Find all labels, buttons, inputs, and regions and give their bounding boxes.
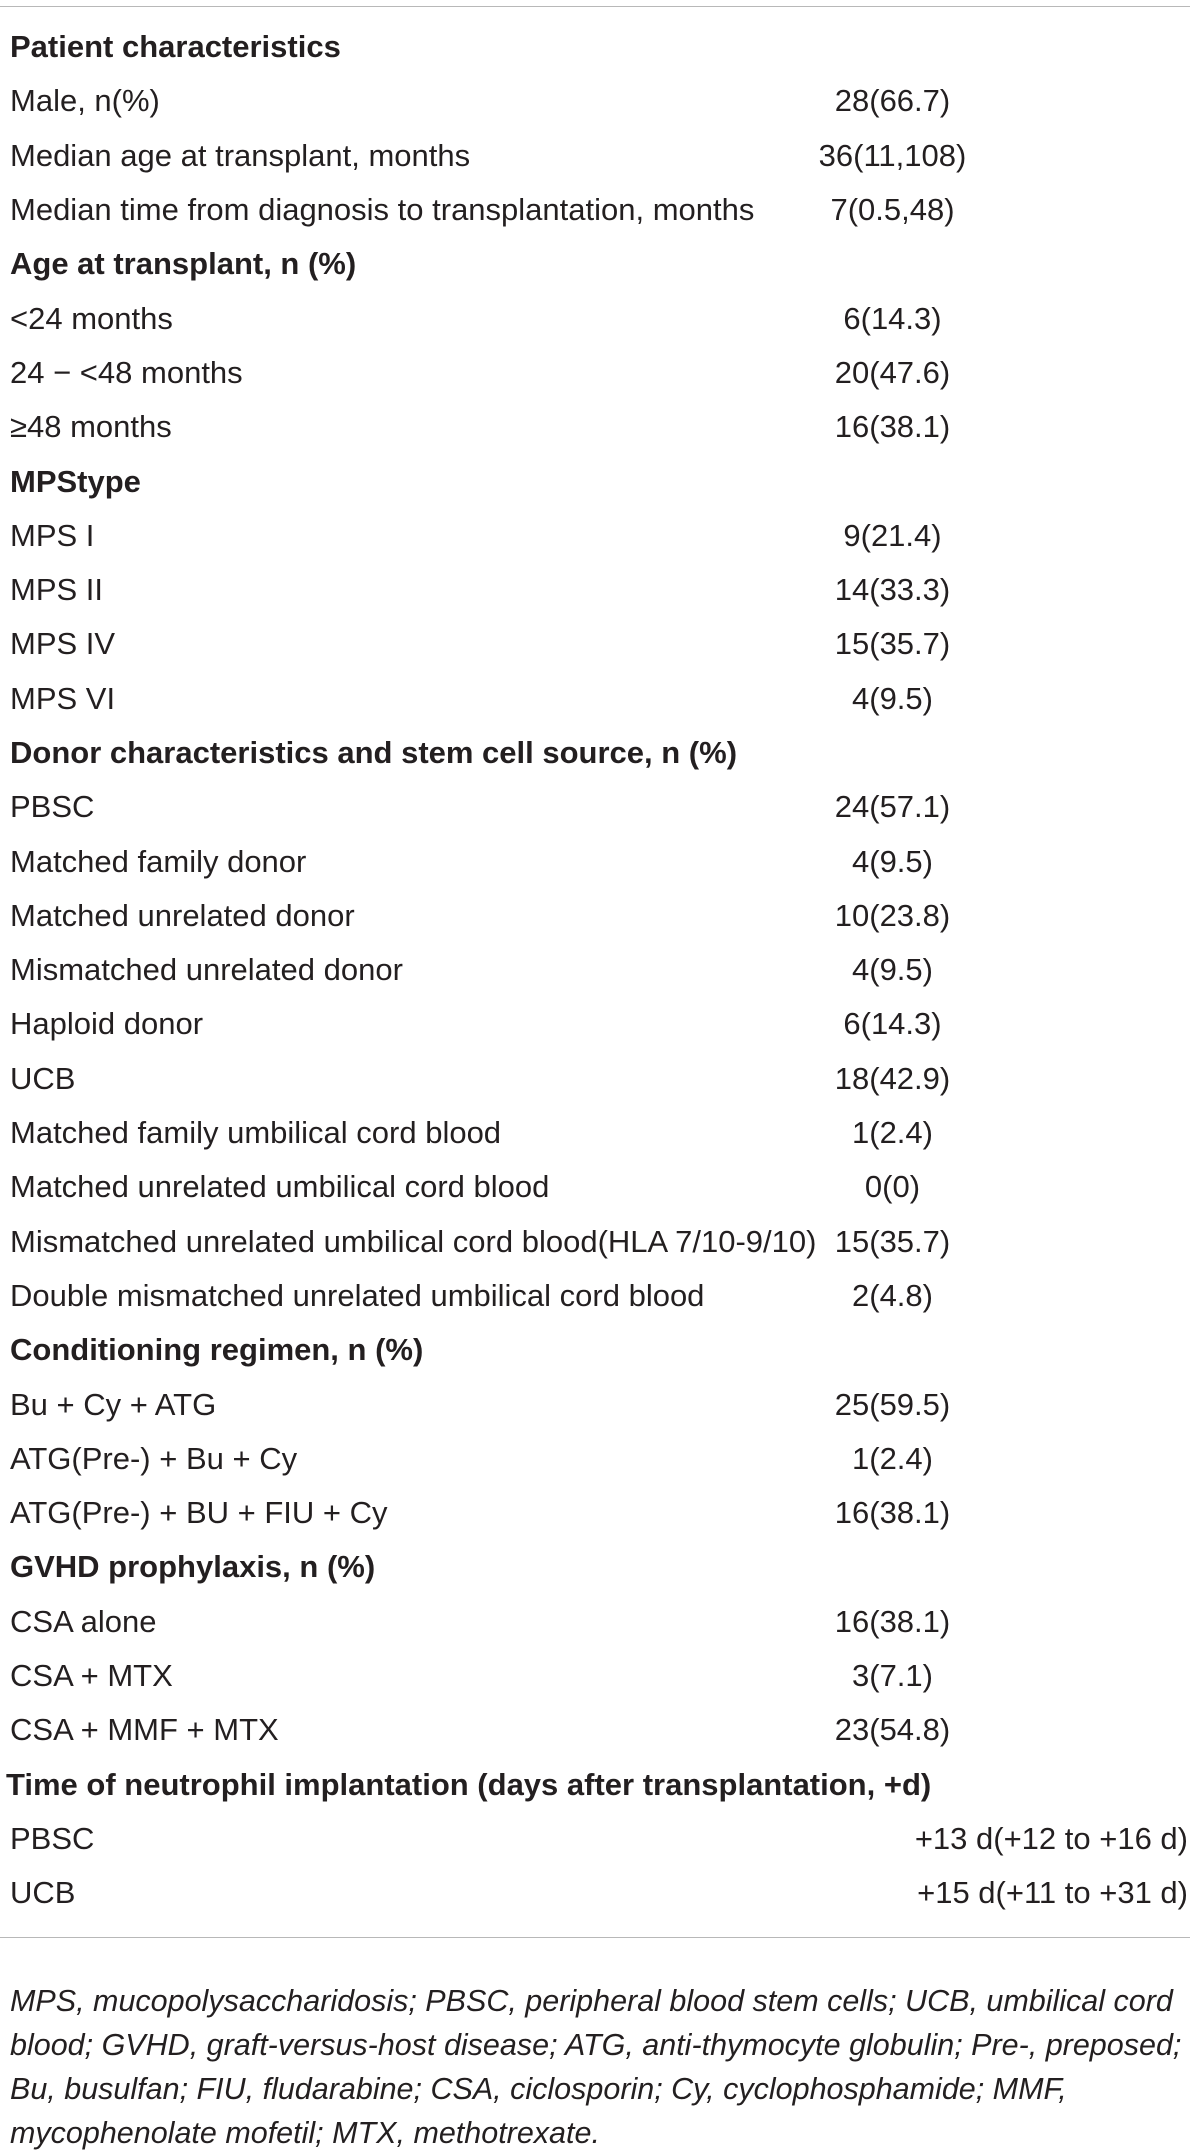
table-footnote: MPS, mucopolysaccharidosis; PBSC, peripheral blood stem cells; UCB, umbilical cord blood; GVHD, graft-versus-host disease; ATG, anti-thymocyte globulin; Pre-, preposed; Bu, busulfan; FIU, fludarabine; CSA, ciclosporin; Cy, cyclophosphamide; MMF, mycophenolate mofetil; MTX, methotrexate. — [10, 1983, 1182, 2150]
table-row — [0, 400, 1190, 454]
table-row — [0, 563, 1190, 617]
row-label: Matched family donor — [10, 843, 307, 879]
table-row — [0, 129, 1190, 183]
section-header-row — [0, 237, 1190, 291]
section-title: Time of neutrophil implantation (days after transplantation, +d) — [6, 1766, 932, 1802]
row-value: 14(33.3) — [834, 572, 951, 608]
row-label: MPS II — [10, 572, 104, 608]
section-header-row — [0, 20, 1190, 74]
section-header-row — [0, 726, 1190, 780]
table-row — [0, 1432, 1190, 1486]
section-title: GVHD prophylaxis, n (%) — [10, 1549, 376, 1585]
row-value: 28(66.7) — [834, 83, 951, 119]
row-label: Mismatched unrelated umbilical cord blood(HLA 7/10-9/10) — [10, 1223, 817, 1259]
row-value: 0(0) — [864, 1169, 921, 1205]
row-label: UCB — [10, 1060, 76, 1096]
row-value: 1(2.4) — [852, 1440, 933, 1476]
table-row — [0, 943, 1190, 997]
table-row — [0, 1377, 1190, 1431]
table-row — [0, 183, 1190, 237]
table-row — [0, 346, 1190, 400]
row-label: CSA + MMF + MTX — [10, 1712, 279, 1748]
row-label: Median age at transplant, months — [10, 137, 471, 173]
row-label: 24 − <48 months — [10, 354, 243, 390]
row-value: +13 d(+12 to +16 d) — [914, 1820, 1188, 1856]
row-value: 4(9.5) — [852, 952, 933, 988]
row-value: 7(0.5,48) — [830, 192, 955, 228]
row-label: UCB — [10, 1875, 76, 1911]
table-row — [0, 1106, 1190, 1160]
row-label: MPS VI — [10, 680, 116, 716]
section-title: Conditioning regimen, n (%) — [10, 1332, 424, 1368]
row-label: Median time from diagnosis to transplantation, months — [10, 192, 755, 228]
patient-characteristics-table — [0, 20, 1190, 1920]
table-row — [0, 1052, 1190, 1106]
section-header-row — [0, 1540, 1190, 1594]
row-label: Double mismatched unrelated umbilical cord blood — [10, 1277, 705, 1313]
table-row — [0, 509, 1190, 563]
table-row — [0, 1215, 1190, 1269]
row-label: <24 months — [10, 300, 173, 336]
table-row — [0, 617, 1190, 671]
row-value: 18(42.9) — [834, 1060, 951, 1096]
section-title: Donor characteristics and stem cell source, n (%) — [10, 735, 738, 770]
row-value: 36(11,108) — [818, 137, 967, 173]
table-row — [0, 1812, 1190, 1866]
row-label: MPS I — [10, 517, 95, 553]
row-label: Matched unrelated donor — [10, 897, 355, 933]
row-label: PBSC — [10, 789, 95, 825]
table-row — [0, 834, 1190, 888]
row-value: 9(21.4) — [843, 517, 942, 553]
row-value: 20(47.6) — [834, 354, 951, 390]
row-value: 4(9.5) — [852, 680, 933, 716]
table-row — [0, 672, 1190, 726]
row-value: 25(59.5) — [834, 1386, 951, 1422]
row-label: ≥48 months — [10, 409, 172, 445]
row-label: Haploid donor — [10, 1006, 204, 1042]
row-value: +15 d(+11 to +31 d) — [917, 1875, 1188, 1911]
row-label: Bu + Cy + ATG — [10, 1386, 217, 1422]
row-label: CSA + MTX — [10, 1658, 173, 1694]
section-header-row — [0, 1323, 1190, 1377]
table-row — [0, 889, 1190, 943]
row-label: ATG(Pre-) + Bu + Cy — [10, 1440, 298, 1476]
row-value: 23(54.8) — [834, 1712, 951, 1748]
row-label: MPS IV — [10, 626, 116, 662]
row-value: 1(2.4) — [852, 1115, 933, 1151]
row-value: 15(35.7) — [834, 626, 951, 662]
row-value: 6(14.3) — [843, 300, 942, 336]
table-row — [0, 780, 1190, 834]
row-label: Matched family umbilical cord blood — [10, 1115, 502, 1151]
row-label: CSA alone — [10, 1603, 157, 1639]
row-label: Mismatched unrelated donor — [10, 952, 403, 988]
table-row — [0, 997, 1190, 1051]
row-label: Male, n(%) — [10, 83, 160, 119]
table-row — [0, 74, 1190, 128]
table-bottom-rule — [0, 1937, 1190, 1938]
row-value: 10(23.8) — [834, 897, 951, 933]
row-value: 24(57.1) — [834, 789, 951, 825]
section-header-row — [0, 454, 1190, 508]
table-row — [0, 1866, 1190, 1920]
section-title: MPStype — [10, 463, 141, 499]
row-value: 16(38.1) — [834, 1603, 951, 1639]
row-value: 16(38.1) — [834, 409, 951, 445]
section-header-row — [0, 1758, 1190, 1812]
table-row — [0, 1649, 1190, 1703]
row-label: PBSC — [10, 1820, 95, 1856]
table-row — [0, 1595, 1190, 1649]
row-value: 16(38.1) — [834, 1495, 951, 1531]
table-row — [0, 1269, 1190, 1323]
row-value: 4(9.5) — [852, 843, 933, 879]
row-value: 3(7.1) — [852, 1658, 933, 1694]
row-label: ATG(Pre-) + BU + FIU + Cy — [10, 1495, 388, 1531]
section-title: Patient characteristics — [10, 29, 341, 65]
table-row — [0, 291, 1190, 345]
table-row — [0, 1160, 1190, 1214]
row-value: 15(35.7) — [834, 1223, 951, 1259]
row-value: 6(14.3) — [843, 1006, 942, 1042]
section-title: Age at transplant, n (%) — [10, 246, 357, 282]
table-row — [0, 1703, 1190, 1757]
table-top-rule — [0, 6, 1190, 7]
row-label: Matched unrelated umbilical cord blood — [10, 1169, 550, 1205]
table-row — [0, 1486, 1190, 1540]
row-value: 2(4.8) — [852, 1277, 933, 1313]
